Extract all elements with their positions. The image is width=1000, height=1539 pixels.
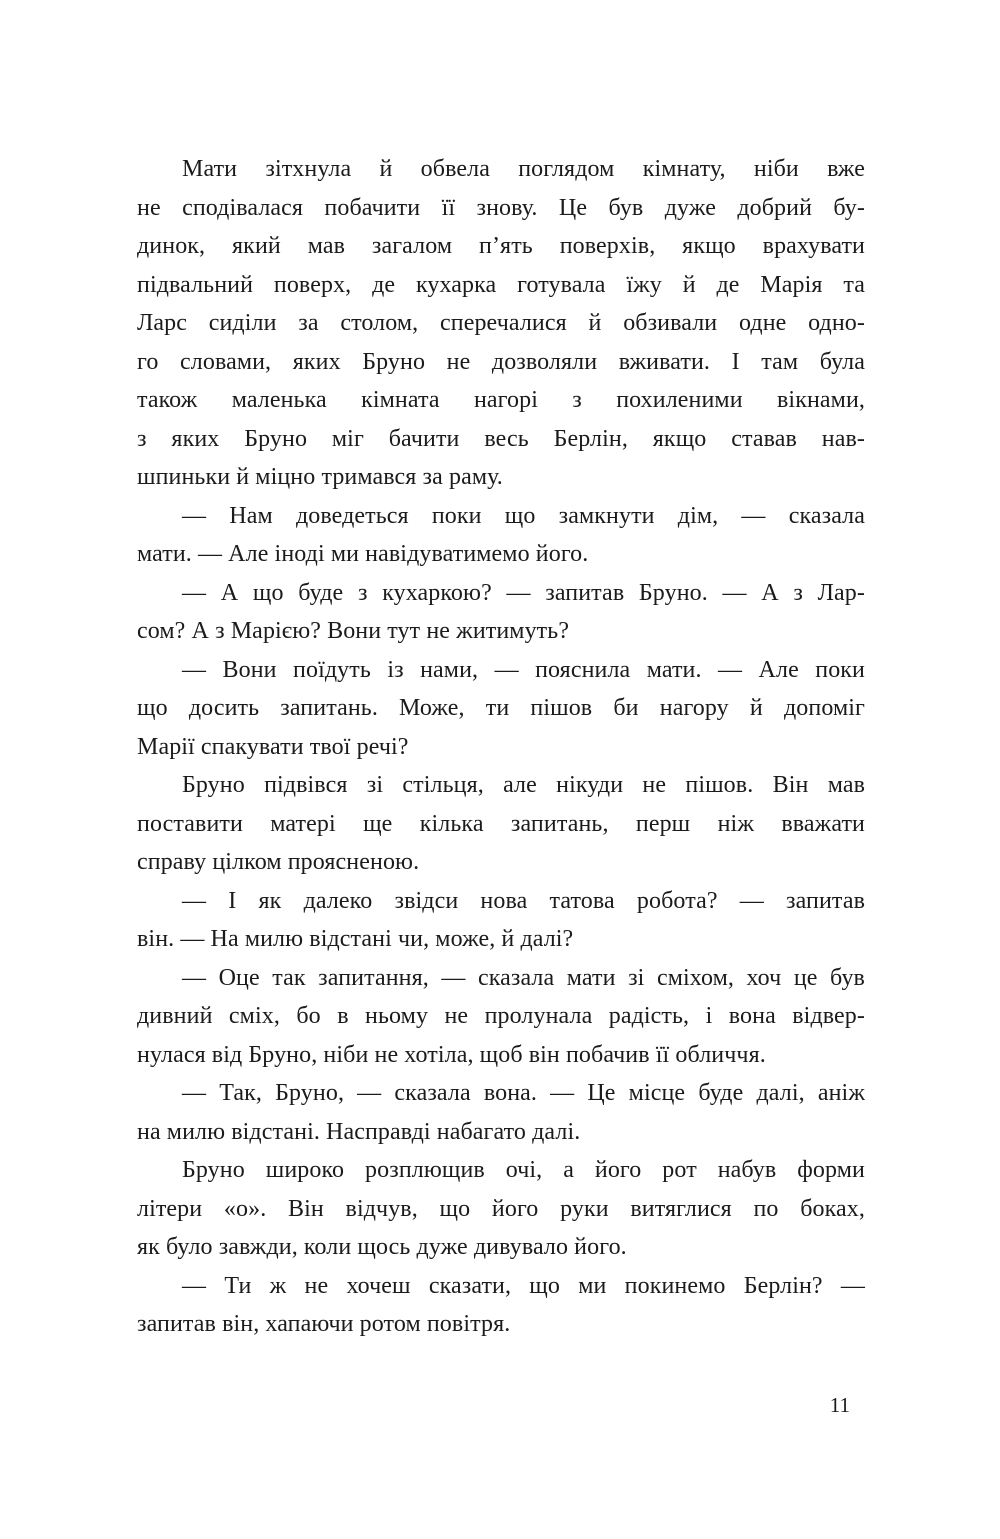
paragraph xyxy=(137,150,865,497)
text-line: як було завжди, коли щось дуже дивувало його. xyxy=(137,1234,627,1260)
text-line: дивний сміх, бо в ньому не пролунала радість, і вона відвер- xyxy=(137,1003,865,1029)
paragraph xyxy=(137,574,865,651)
text-line: він. — На милю відстані чи, може, й далі? xyxy=(137,926,574,952)
text-line: — Ти ж не хочеш сказати, що ми покинемо Берлін? — xyxy=(182,1272,865,1299)
text-line: Ларс сиділи за столом, сперечалися й обзивали одне одно- xyxy=(137,310,865,336)
text-line: підвальний поверх, де кухарка готувала їжу й де Марія та xyxy=(137,271,865,298)
text-line: справу цілком проясненою. xyxy=(137,849,420,875)
text-line: що досить запитань. Може, ти пішов би нагору й допоміг xyxy=(137,695,865,721)
paragraph xyxy=(137,651,865,767)
text-line: — Нам доведеться поки що замкнути дім, — сказала xyxy=(182,502,865,529)
text-line: з яких Бруно міг бачити весь Берлін, якщо ставав нав- xyxy=(137,425,865,452)
text-line: сом? А з Марією? Вони тут не житимуть? xyxy=(137,618,570,644)
text-line: запитав він, хапаючи ротом повітря. xyxy=(137,1311,511,1337)
paragraph xyxy=(137,959,865,1075)
text-line: на милю відстані. Насправді набагато далі. xyxy=(137,1118,581,1145)
text-line: — Оце так запитання, — сказала мати зі сміхом, хоч це був xyxy=(182,964,865,991)
text-line: також маленька кімната нагорі з похиленими вікнами, xyxy=(137,387,865,413)
text-line: Марії спакувати твої речі? xyxy=(137,733,409,760)
text-line: — А що буде з кухаркою? — запитав Бруно. — А з Лар- xyxy=(182,579,865,606)
paragraph xyxy=(137,1267,865,1344)
text-line: Мати зітхнула й обвела поглядом кімнату, ніби вже xyxy=(182,156,865,182)
page-number: 11 xyxy=(829,1393,850,1417)
text-line: Бруно підвівся зі стільця, але нікуди не пішов. Він мав xyxy=(182,772,865,798)
text-line: не сподівалася побачити її знову. Це був дуже добрий бу- xyxy=(137,194,865,221)
text-line: динок, який мав загалом п’ять поверхів, якщо врахувати xyxy=(137,233,865,259)
paragraph xyxy=(137,766,865,882)
text-line: — Вони поїдуть із нами, — пояснила мати. — Але поки xyxy=(182,656,865,683)
text-line: — І як далеко звідси нова татова робота? — запитав xyxy=(182,887,865,914)
text-block xyxy=(137,150,865,1344)
text-line: поставити матері ще кілька запитань, перш ніж вважати xyxy=(137,810,865,837)
paragraph xyxy=(137,882,865,959)
text-line: шпиньки й міцно тримався за раму. xyxy=(137,464,503,490)
text-line: — Так, Бруно, — сказала вона. — Це місце буде далі, аніж xyxy=(182,1080,865,1106)
text-line: Бруно широко розплющив очі, а його рот набув форми xyxy=(182,1157,865,1183)
text-line: нулася від Бруно, ніби не хотіла, щоб він побачив її обличчя. xyxy=(137,1041,766,1068)
paragraph xyxy=(137,1151,865,1267)
text-line: го словами, яких Бруно не дозволяли вживати. І там була xyxy=(137,348,865,375)
paragraph xyxy=(137,497,865,574)
text-line: мати. — Але іноді ми навідуватимемо його. xyxy=(137,541,589,567)
paragraph xyxy=(137,1074,865,1151)
text-line: літери «о». Він відчув, що його руки витяглися по боках, xyxy=(137,1195,865,1222)
